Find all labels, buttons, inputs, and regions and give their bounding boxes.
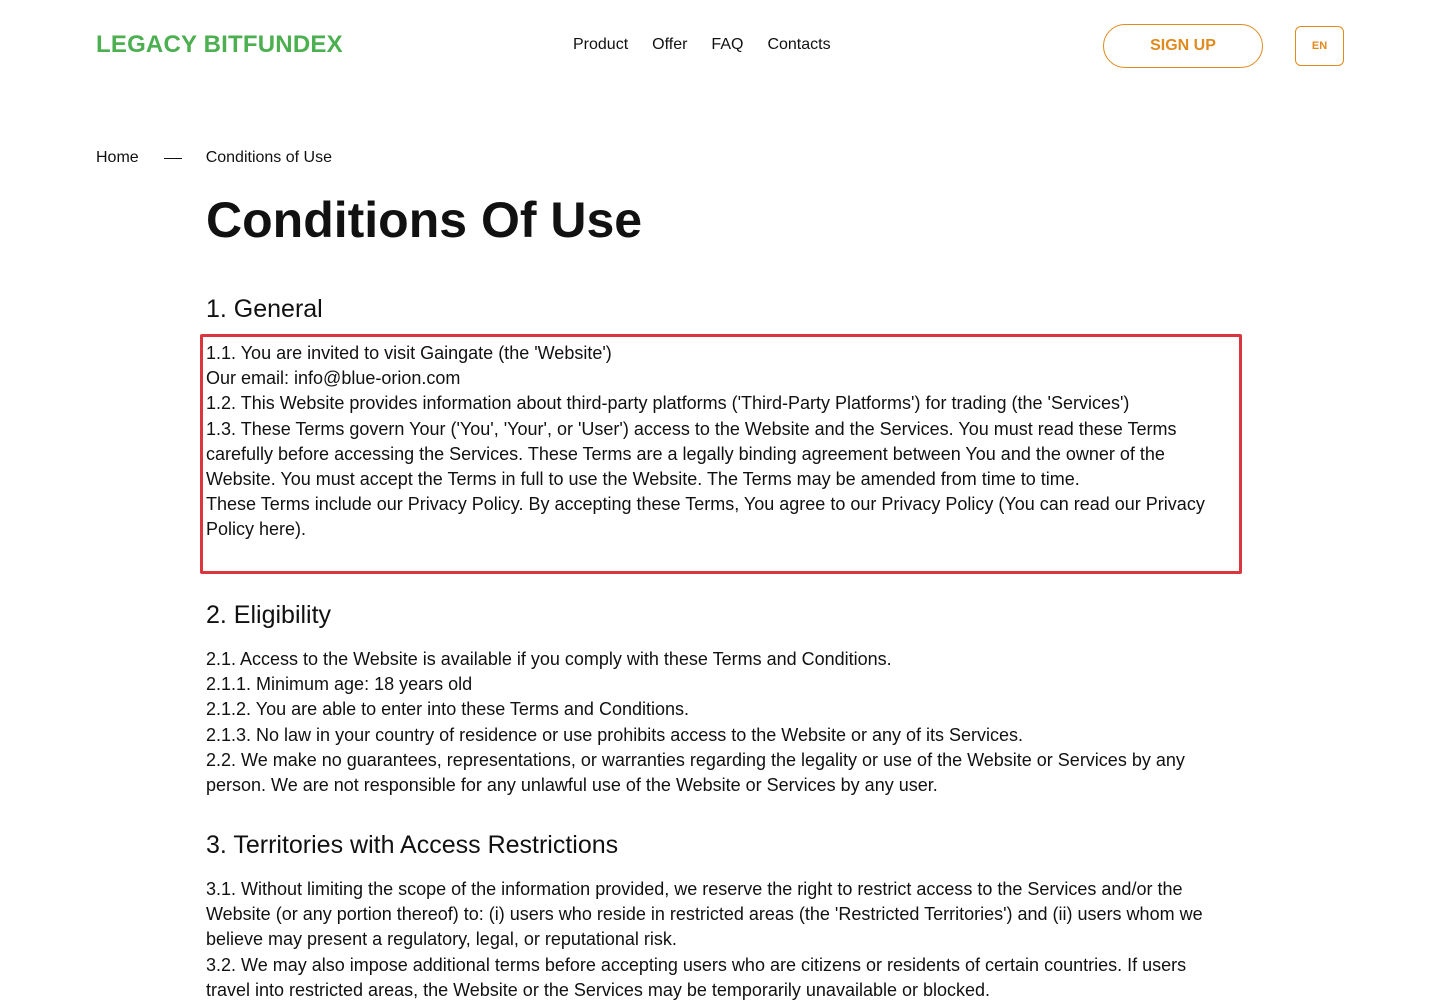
breadcrumb [96,149,332,167]
terms-content [206,190,1236,1000]
paragraph: These Terms include our Privacy Policy. By accepting these Terms, You agree to our Privacy Policy (You can read our Privacy Policy here). [206,494,1205,540]
paragraph: 2.1.3. No law in your country of residence or use prohibits access to the Website or any of its Services. [206,724,1024,745]
section-heading-general: 1. General [206,295,323,323]
paragraph: 1.2. This Website provides information about third-party platforms ('Third-Party Platforms') for trading (the 'Services') [206,393,1130,414]
breadcrumb-current: Conditions of Use [205,149,332,166]
section-heading-eligibility: 2. Eligibility [206,601,332,629]
paragraph: 3.2. We may also impose additional terms before accepting users who are citizens or residents of certain countries. If users travel into restricted areas, the Website or the Services may be temporarily unavailable or blocked. [206,954,1187,1000]
sign-up-button[interactable]: SIGN UP [1103,24,1263,68]
nav-item-offer[interactable]: Offer [652,36,688,53]
section-body-general [206,341,1216,543]
nav-item-contacts[interactable]: Contacts [767,36,831,53]
breadcrumb-home-link[interactable]: Home [96,149,139,166]
section-body-territories [206,877,1231,1003]
paragraph: 2.1. Access to the Website is available if you comply with these Terms and Conditions. [206,649,892,669]
nav-item-faq[interactable]: FAQ [711,36,744,53]
section-body-eligibility [206,647,1226,798]
nav-item-product[interactable]: Product [573,36,629,53]
paragraph: 2.1.2. You are able to enter into these Terms and Conditions. [206,699,689,720]
paragraph: 2.1.1. Minimum age: 18 years old [206,674,473,695]
breadcrumb-separator [164,158,182,159]
paragraph: 1.3. These Terms govern Your ('You', 'Your', or 'User') access to the Website and the Services. You must read these Terms carefully before accessing the Services. These Terms are a legally binding agreement between You and the owner of the Website. You must accept the Terms in full to use the Website. The Terms may be amended from time to time. [206,418,1177,490]
paragraph: 3.1. Without limiting the scope of the information provided, we reserve the right to restrict access to the Services and/or the Website (or any portion thereof) to: (i) users who reside in restricted areas (the 'Restricted Territories') and (ii) users whom we believe may present a regulatory, legal, or reputational risk. [206,879,1203,950]
language-selector[interactable]: EN [1295,26,1344,66]
section-heading-territories: 3. Territories with Access Restrictions [206,831,619,859]
paragraph: 1.1. You are invited to visit Gaingate (the 'Website') [206,343,612,363]
paragraph: Our email: info@blue-orion.com [206,368,461,389]
paragraph: 2.2. We make no guarantees, representations, or warranties regarding the legality or use of the Website or Services by any person. We are not responsible for any unlawful use of the Website or Services by any user. [206,749,1185,796]
main-nav [573,36,831,54]
page-title: Conditions Of Use [206,192,643,248]
site-header [0,0,1440,92]
site-logo[interactable]: LEGACY BITFUNDEX [96,31,343,58]
